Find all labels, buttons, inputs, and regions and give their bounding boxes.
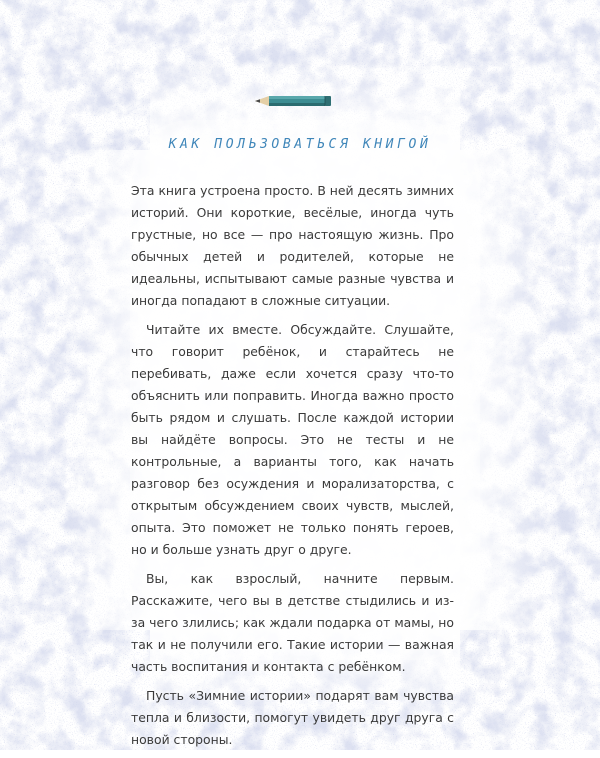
paragraph-1: Эта книга устроена просто. В ней десять зимних историй. Они короткие, весёлые, иногда чуть грустные, но все — про настоящую жизнь. Про обычных детей и родителей, которые не идеальны, испытывают самые разные чувства и иногда попадают в сложные ситуации. [131,183,454,308]
paragraph-3: Вы, как взрослый, начните первым. Расскажите, чего вы в детстве стыдились и из-за чего злились; как ждали подарка от мамы, но так и не получили его. Такие истории — важная часть воспитания и контакта с ребёнком. [131,571,454,674]
paragraph-4: Пусть «Зимние истории» подарят вам чувства тепла и близости, помогут увидеть друг друга с новой стороны. [131,688,454,747]
body-text [131,180,454,758]
paragraph-2: Читайте их вместе. Обсуждайте. Слушайте, что говорит ребёнок, и старайтесь не перебивать, даже если хочется сразу что-то объяснить или поправить. Иногда важно просто быть рядом и слушать. После каждой истории вы найдёте вопросы. Это не тесты и не контрольные, а варианты того, как начать разговор без осуждения и морализаторства, с открытым обсуждением своих чувств, мыслей, опыта. Это поможет не только понять героев, но и больше узнать друг о друге. [131,322,454,557]
page-title: КАК ПОЛЬЗОВАТЬСЯ КНИГОЙ [168,137,432,152]
pencil-icon [255,93,333,109]
